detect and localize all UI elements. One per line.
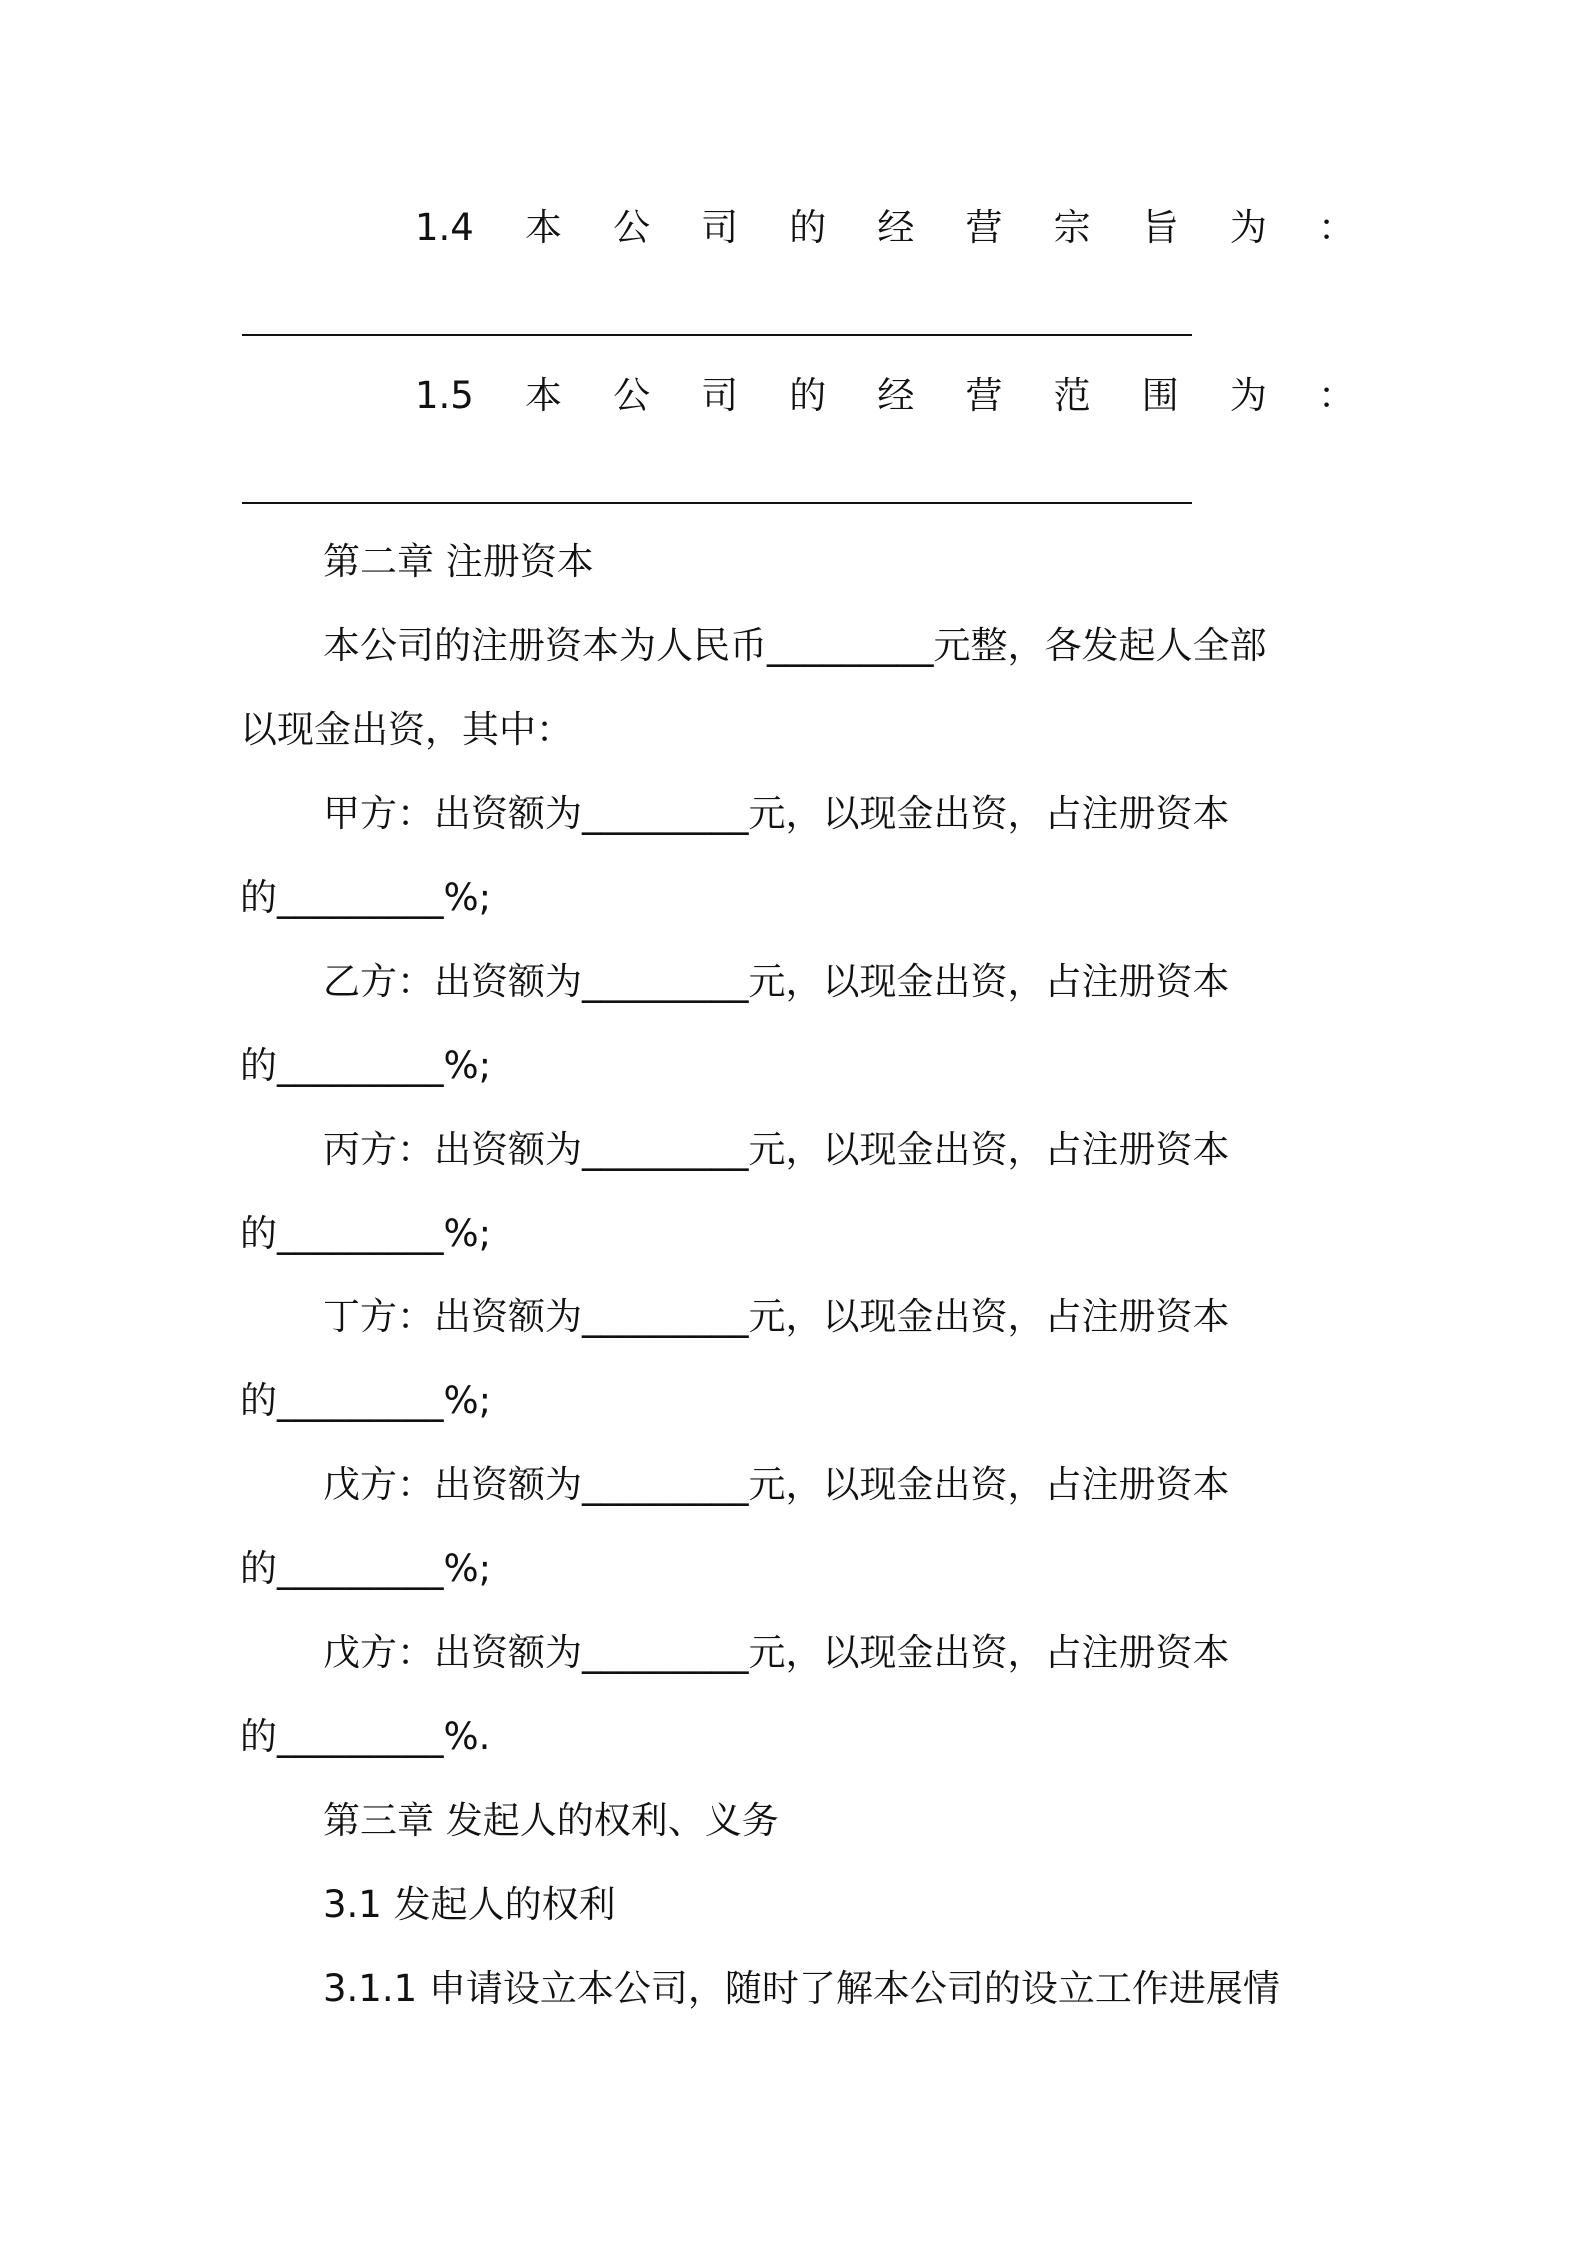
clause-char: 围 [1141, 374, 1179, 417]
capital-line-2: 以现金出资，其中： [240, 708, 573, 751]
clause-char: 旨 [1141, 206, 1179, 249]
clause-1-4 [240, 202, 1355, 254]
clause-char: 范 [1053, 374, 1091, 417]
clause-char: 本 [524, 374, 562, 417]
party-bing-line-2: 的_________%; [240, 1212, 492, 1255]
party-wu-line-1: 戊方：出资额为_________元，以现金出资，占注册资本 [323, 1463, 1230, 1506]
clause-char: 为 [1229, 374, 1267, 417]
party-yi-line-2: 的_________%; [240, 1044, 492, 1087]
clause-char: ： [1317, 374, 1355, 417]
clause-char: 司 [701, 374, 739, 417]
clause-char: 营 [965, 374, 1003, 417]
clause-1-5 [240, 370, 1355, 422]
party-jia-line-2: 的_________%; [240, 876, 492, 919]
party-jia-line-1: 甲方：出资额为_________元，以现金出资，占注册资本 [323, 792, 1230, 835]
clause-char: 公 [613, 206, 651, 249]
clause-char: 经 [877, 374, 915, 417]
party-ding-line-1: 丁方：出资额为_________元，以现金出资，占注册资本 [323, 1295, 1230, 1338]
clause-char: 公 [613, 374, 651, 417]
capital-line-1: 本公司的注册资本为人民币_________元整，各发起人全部 [323, 624, 1267, 667]
clause-number: 1.5 [415, 374, 474, 417]
clause-char: 宗 [1053, 206, 1091, 249]
clause-char: 本 [524, 206, 562, 249]
chapter-2-title: 第二章 注册资本 [323, 540, 594, 583]
blank-rule-scope [242, 502, 1192, 504]
clause-char: 的 [789, 206, 827, 249]
clause-number: 1.4 [415, 206, 474, 249]
clause-char: 为 [1229, 206, 1267, 249]
chapter-3-title: 第三章 发起人的权利、义务 [323, 1799, 779, 1842]
section-3-1: 3.1 发起人的权利 [323, 1883, 616, 1926]
clause-char: 的 [789, 374, 827, 417]
party-ding-line-2: 的_________%; [240, 1379, 492, 1422]
party-bing-line-1: 丙方：出资额为_________元，以现金出资，占注册资本 [323, 1128, 1230, 1171]
clause-char: 司 [701, 206, 739, 249]
party-yi-line-1: 乙方：出资额为_________元，以现金出资，占注册资本 [323, 960, 1230, 1003]
clause-char: 经 [877, 206, 915, 249]
party-wu-second-line-1: 戊方：出资额为_________元，以现金出资，占注册资本 [323, 1631, 1230, 1674]
section-3-1-1: 3.1.1 申请设立本公司，随时了解本公司的设立工作进展情 [323, 1967, 1280, 2010]
blank-rule-purpose [242, 334, 1192, 336]
party-wu-second-line-2: 的_________%. [240, 1715, 491, 1758]
clause-char: 营 [965, 206, 1003, 249]
clause-char: ： [1317, 206, 1355, 249]
party-wu-line-2: 的_________%; [240, 1547, 492, 1590]
